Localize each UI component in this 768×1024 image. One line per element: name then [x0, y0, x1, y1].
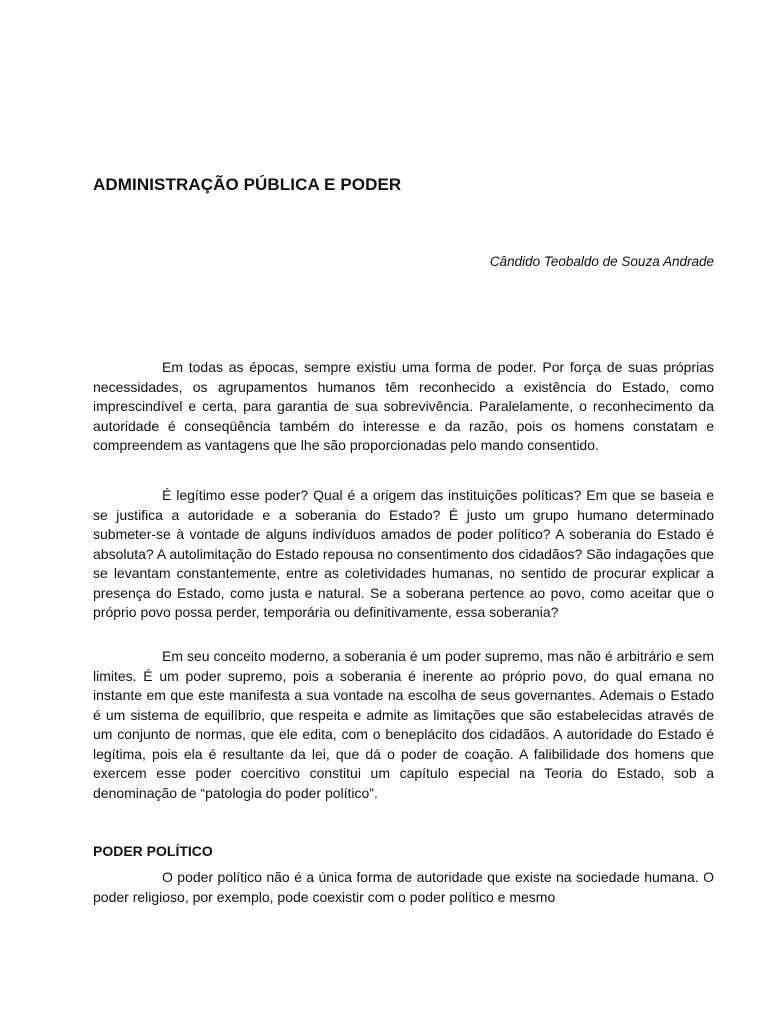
section-heading: PODER POLÍTICO	[93, 843, 213, 859]
body-paragraph: Em seu conceito moderno, a soberania é um poder supremo, mas não é arbitrário e sem limites. É um poder supremo, pois a soberania é inerente ao próprio povo, do qual emana no instante em que este manifesta a sua vontade na escolha de seus governantes. Ademais o Estado é um sistema de equilíbrio, que respeita e admite as limitações que são estabelecidas através de um conjunto de normas, que ele edita, com o beneplácito dos cidadãos. A autoridade do Estado é legítima, pois ela é resultante da lei, que dá o poder de coação. A falibilidade dos homens que exercem esse poder coercitivo constitui um capítulo especial na Teoria do Estado, sob a denominação de “patologia do poder político”.	[93, 648, 714, 801]
document-title: ADMINISTRAÇÃO PÚBLICA E PODER	[93, 175, 402, 194]
body-paragraph: Em todas as épocas, sempre existiu uma forma de poder. Por força de suas próprias necessidades, os agrupamentos humanos têm reconhecido a existência do Estado, como imprescindível e certa, para garantia de sua sobrevivência. Paralelamente, o reconhecimento da autoridade é conseqüência também do interesse e da razão, pois os homens constatam e compreendem as vantagens que lhe são proporcionadas pelo mando consentido.	[93, 359, 714, 453]
body-paragraph: É legítimo esse poder? Qual é a origem das instituições políticas? Em que se baseia e se justifica a autoridade e a soberania do Estado? É justo um grupo humano determinado submeter-se à vontade de alguns indivíduos amados de poder político? A soberania do Estado é absoluta? A autolimitação do Estado repousa no consentimento dos cidadãos? São indagações que se levantam constantemente, entre as coletividades humanas, no sentido de procurar explicar a presença do Estado, como justa e natural. Se a soberana pertence ao povo, como aceitar que o próprio povo possa perder, temporária ou definitivamente, essa soberania?	[93, 487, 714, 620]
author-name: Cândido Teobaldo de Souza Andrade	[489, 254, 714, 269]
section-paragraph: O poder político não é a única forma de autoridade que existe na sociedade humana. O poder religioso, por exemplo, pode coexistir com o poder político e mesmo	[93, 869, 714, 905]
